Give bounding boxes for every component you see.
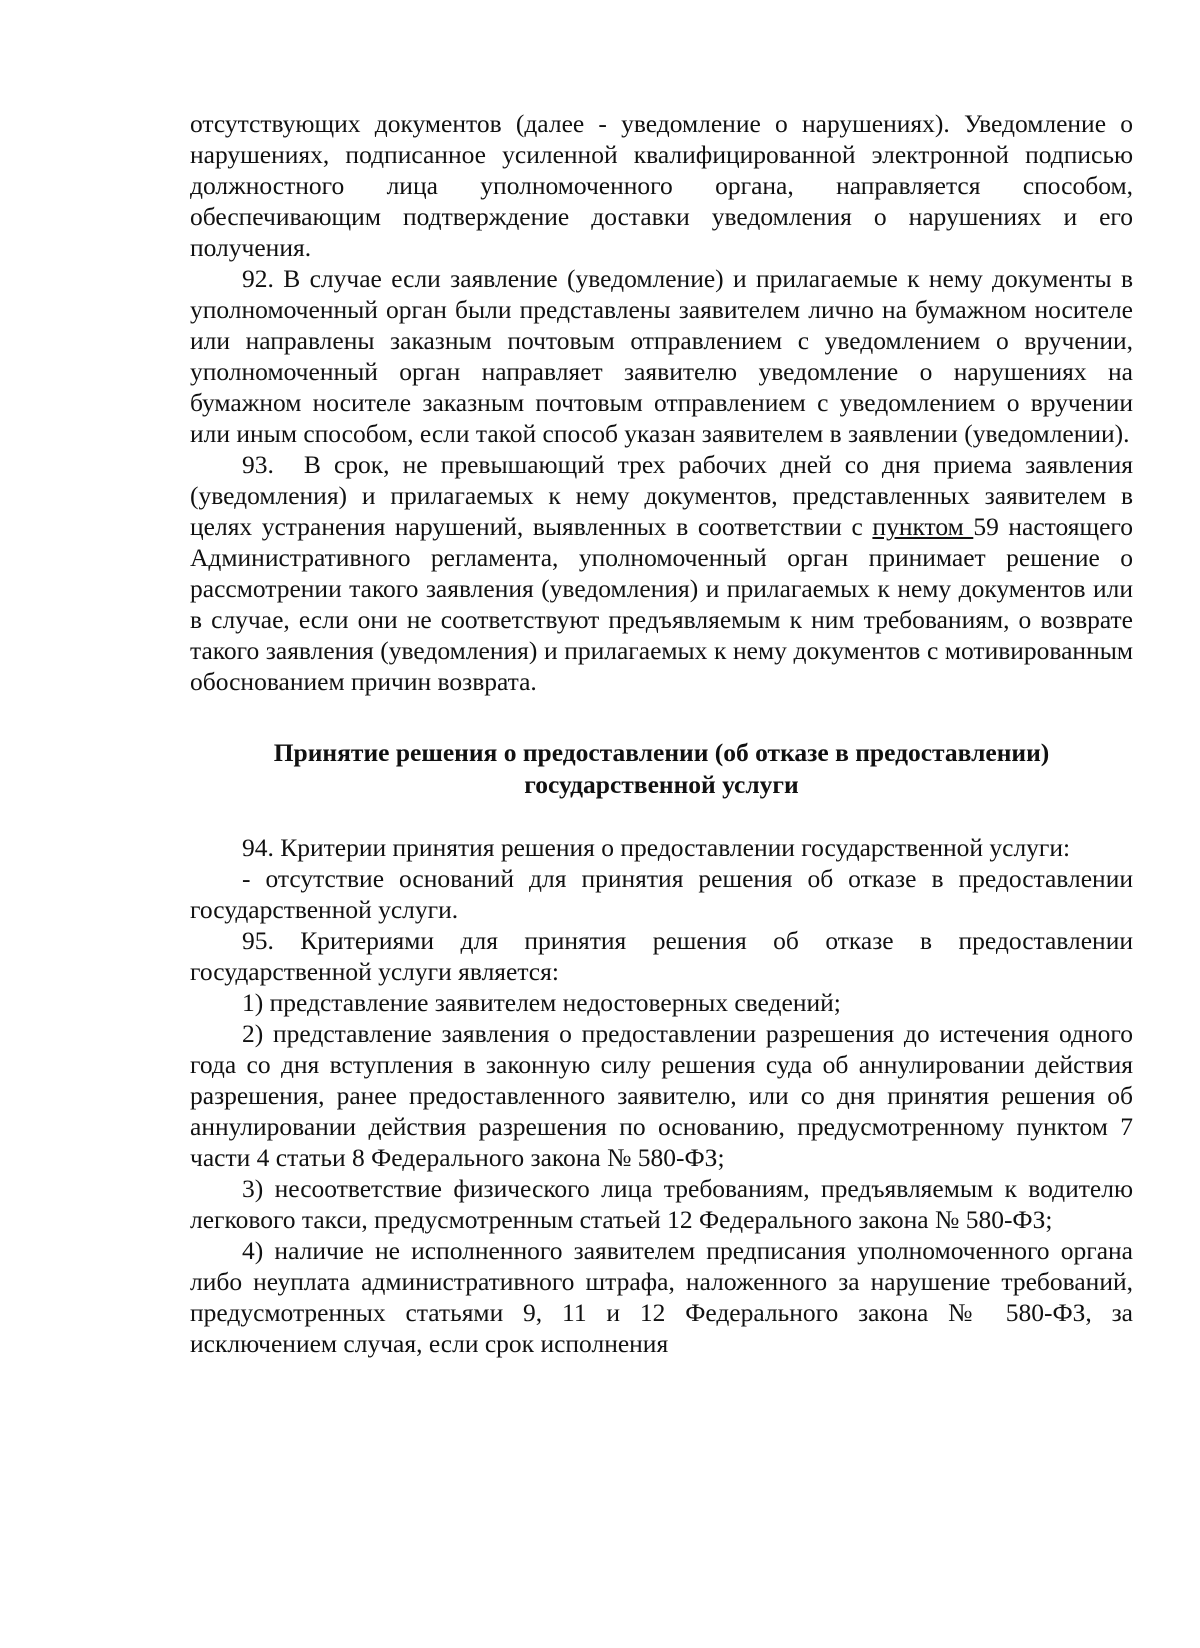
paragraph-93-text-after-link: 59 настоящего Административного регламента, уполномоченный орган принимает решение о рассмотрении такого заявления (уведомления) и прилагаемых к нему документов или в случае, если они не соответствуют предъявляемым к ним требованиям, о возврате такого заявления (уведомления) и прилагаемых к нему документов с мотивированным обоснованием причин возврата. [190,512,1133,696]
section-heading-line-2: государственной услуги [524,770,799,799]
paragraph-95-item-1: 1) представление заявителем недостоверных сведений; [242,988,841,1017]
paragraph-93-text-before-link: В срок, не превышающий трех рабочих дней со дня приема заявления (уведомления) и прилагаемых к нему документов, представленных заявителем в целях устранения нарушений, выявленных в соответствии с [190,450,1133,541]
paragraph-95-item-2: 2) представление заявления о предоставлении разрешения до истечения одного года со дня вступления в законную силу решения суда об аннулировании действия разрешения, ранее предоставленного заявителю, или со дня принятия решения об аннулировании действия разрешения по основанию, предусмотренному пунктом 7 части 4 статьи 8 Федерального закона № 580-ФЗ; [190,1019,1133,1172]
paragraph-95: 95. Критериями для принятия решения об отказе в предоставлении государственной услуги является: [190,926,1133,986]
document-body [190,108,1133,1359]
section-heading-line-1: Принятие решения о предоставлении (об отказе в предоставлении) [273,738,1050,767]
section-heading [190,737,1133,801]
paragraph-93-number: 93. [242,450,274,479]
paragraph-94-item: - отсутствие оснований для принятия решения об отказе в предоставлении государственной услуги. [190,864,1133,924]
paragraph-95-item-4: 4) наличие не исполненного заявителем предписания уполномоченного органа либо неуплата административного штрафа, наложенного за нарушение требований, предусмотренных статьями 9, 11 и 12 Федерального закона № 580-ФЗ, за исключением случая, если срок исполнения [190,1236,1133,1358]
paragraph-93 [190,449,1133,697]
reference-link-punkt[interactable]: пунктом [872,512,974,541]
paragraph-91-continuation: отсутствующих документов (далее - уведомление о нарушениях). Уведомление о нарушениях, подписанное усиленной квалифицированной электронной подписью должностного лица уполномоченного органа, направляется способом, обеспечивающим подтверждение доставки уведомления о нарушениях и его получения. [190,109,1133,262]
paragraph-92: 92. В случае если заявление (уведомление) и прилагаемые к нему документы в уполномоченный орган были представлены заявителем лично на бумажном носителе или направлены заказным почтовым отправлением с уведомлением о вручении, уполномоченный орган направляет заявителю уведомление о нарушениях на бумажном носителе заказным почтовым отправлением с уведомлением о вручении или иным способом, если такой способ указан заявителем в заявлении (уведомлении). [190,264,1133,448]
paragraph-95-item-3: 3) несоответствие физического лица требованиям, предъявляемым к водителю легкового такси, предусмотренным статьей 12 Федерального закона № 580-ФЗ; [190,1174,1133,1234]
paragraph-94: 94. Критерии принятия решения о предоставлении государственной услуги: [242,833,1071,862]
